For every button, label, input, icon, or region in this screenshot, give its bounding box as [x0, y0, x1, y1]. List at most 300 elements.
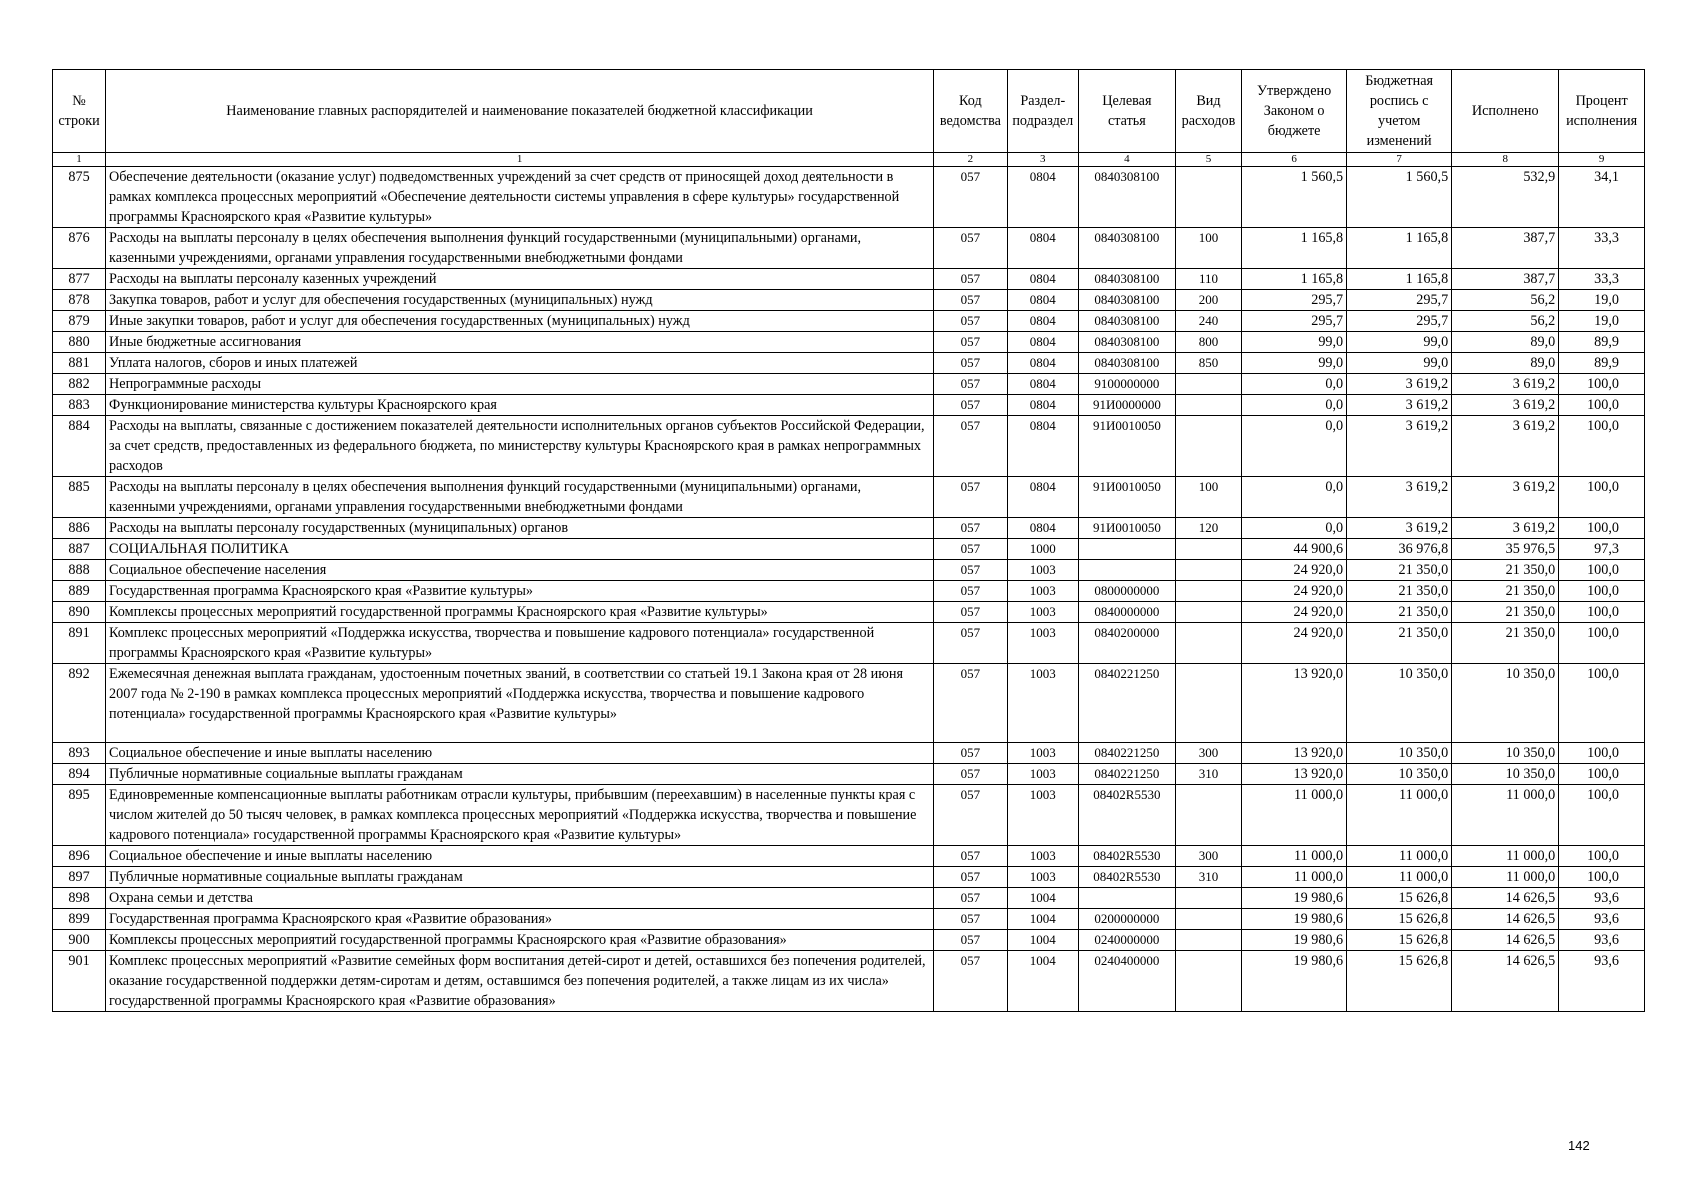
- section-cell: 1003: [1007, 867, 1078, 888]
- percent-cell: 89,9: [1559, 332, 1645, 353]
- approved-amount-cell: 0,0: [1242, 374, 1347, 395]
- section-cell: 0804: [1007, 311, 1078, 332]
- expense-type-cell: 300: [1175, 846, 1241, 867]
- indicator-name-cell: Публичные нормативные социальные выплаты гражданам: [106, 867, 934, 888]
- table-row: [53, 930, 1645, 951]
- row-number-cell: 877: [53, 269, 106, 290]
- approved-amount-cell: 295,7: [1242, 311, 1347, 332]
- schedule-amount-cell: 99,0: [1347, 332, 1452, 353]
- dept-code-cell: 057: [934, 951, 1007, 1012]
- row-number-cell: 875: [53, 167, 106, 228]
- executed-amount-cell: 14 626,5: [1452, 888, 1559, 909]
- indicator-name-cell: Комплекс процессных мероприятий «Развитие семейных форм воспитания детей-сирот и детей, оставшихся без попечения родителей, оказание государственной поддержки детям-сиротам и детям, оставшимся без попечения родителей, а также лицам из их числа» государственной программы Красноярского края «Развитие образования»: [106, 951, 934, 1012]
- section-cell: 0804: [1007, 290, 1078, 311]
- row-number-cell: 876: [53, 228, 106, 269]
- executed-amount-cell: 3 619,2: [1452, 518, 1559, 539]
- table-row: [53, 909, 1645, 930]
- approved-amount-cell: 24 920,0: [1242, 581, 1347, 602]
- table-row: [53, 228, 1645, 269]
- percent-cell: 100,0: [1559, 518, 1645, 539]
- dept-code-cell: 057: [934, 785, 1007, 846]
- indicator-name-cell: Иные закупки товаров, работ и услуг для обеспечения государственных (муниципальных) нужд: [106, 311, 934, 332]
- approved-amount-cell: 99,0: [1242, 353, 1347, 374]
- executed-amount-cell: 387,7: [1452, 228, 1559, 269]
- dept-code-cell: 057: [934, 477, 1007, 518]
- section-cell: 1004: [1007, 888, 1078, 909]
- section-cell: 0804: [1007, 353, 1078, 374]
- table-row: [53, 623, 1645, 664]
- approved-amount-cell: 13 920,0: [1242, 764, 1347, 785]
- approved-amount-cell: 0,0: [1242, 518, 1347, 539]
- target-article-cell: 91И0010050: [1078, 518, 1175, 539]
- row-number-cell: 890: [53, 602, 106, 623]
- schedule-amount-cell: 21 350,0: [1347, 602, 1452, 623]
- approved-amount-cell: 1 165,8: [1242, 269, 1347, 290]
- target-article-cell: 0840000000: [1078, 602, 1175, 623]
- percent-cell: 33,3: [1559, 228, 1645, 269]
- indicator-name-cell: Уплата налогов, сборов и иных платежей: [106, 353, 934, 374]
- header-dept-code: Код ведомства: [934, 70, 1007, 153]
- schedule-amount-cell: 21 350,0: [1347, 560, 1452, 581]
- table-row: [53, 560, 1645, 581]
- executed-amount-cell: 10 350,0: [1452, 764, 1559, 785]
- percent-cell: 100,0: [1559, 416, 1645, 477]
- section-cell: 1003: [1007, 602, 1078, 623]
- percent-cell: 19,0: [1559, 311, 1645, 332]
- column-number: 2: [934, 153, 1007, 167]
- dept-code-cell: 057: [934, 867, 1007, 888]
- row-number-cell: 893: [53, 743, 106, 764]
- expense-type-cell: [1175, 395, 1241, 416]
- target-article-cell: [1078, 888, 1175, 909]
- section-cell: 0804: [1007, 374, 1078, 395]
- expense-type-cell: [1175, 664, 1241, 743]
- dept-code-cell: 057: [934, 623, 1007, 664]
- executed-amount-cell: 56,2: [1452, 311, 1559, 332]
- dept-code-cell: 057: [934, 290, 1007, 311]
- column-number: 7: [1347, 153, 1452, 167]
- table-row: [53, 167, 1645, 228]
- column-number: 4: [1078, 153, 1175, 167]
- table-row: [53, 416, 1645, 477]
- percent-cell: 100,0: [1559, 477, 1645, 518]
- percent-cell: 100,0: [1559, 764, 1645, 785]
- target-article-cell: 0800000000: [1078, 581, 1175, 602]
- schedule-amount-cell: 99,0: [1347, 353, 1452, 374]
- expense-type-cell: 240: [1175, 311, 1241, 332]
- dept-code-cell: 057: [934, 602, 1007, 623]
- target-article-cell: 0200000000: [1078, 909, 1175, 930]
- executed-amount-cell: 89,0: [1452, 353, 1559, 374]
- approved-amount-cell: 13 920,0: [1242, 743, 1347, 764]
- expense-type-cell: [1175, 930, 1241, 951]
- section-cell: 0804: [1007, 228, 1078, 269]
- target-article-cell: 91И0010050: [1078, 477, 1175, 518]
- indicator-name-cell: Социальное обеспечение и иные выплаты населению: [106, 743, 934, 764]
- dept-code-cell: 057: [934, 416, 1007, 477]
- expense-type-cell: [1175, 416, 1241, 477]
- schedule-amount-cell: 11 000,0: [1347, 846, 1452, 867]
- percent-cell: 89,9: [1559, 353, 1645, 374]
- schedule-amount-cell: 3 619,2: [1347, 477, 1452, 518]
- schedule-amount-cell: 11 000,0: [1347, 785, 1452, 846]
- header-row: [53, 70, 1645, 153]
- section-cell: 1003: [1007, 664, 1078, 743]
- approved-amount-cell: 11 000,0: [1242, 785, 1347, 846]
- percent-cell: 93,6: [1559, 930, 1645, 951]
- indicator-name-cell: Социальное обеспечение населения: [106, 560, 934, 581]
- indicator-name-cell: Комплексы процессных мероприятий государственной программы Красноярского края «Развитие культуры»: [106, 602, 934, 623]
- indicator-name-cell: Государственная программа Красноярского края «Развитие культуры»: [106, 581, 934, 602]
- section-cell: 0804: [1007, 416, 1078, 477]
- header-expense-type: Вид расходов: [1175, 70, 1241, 153]
- approved-amount-cell: 99,0: [1242, 332, 1347, 353]
- expense-type-cell: [1175, 785, 1241, 846]
- expense-type-cell: [1175, 888, 1241, 909]
- indicator-name-cell: СОЦИАЛЬНАЯ ПОЛИТИКА: [106, 539, 934, 560]
- header-name: Наименование главных распорядителей и наименование показателей бюджетной классификации: [106, 70, 934, 153]
- indicator-name-cell: Публичные нормативные социальные выплаты гражданам: [106, 764, 934, 785]
- indicator-name-cell: Закупка товаров, работ и услуг для обеспечения государственных (муниципальных) нужд: [106, 290, 934, 311]
- approved-amount-cell: 11 000,0: [1242, 846, 1347, 867]
- dept-code-cell: 057: [934, 269, 1007, 290]
- row-number-cell: 891: [53, 623, 106, 664]
- indicator-name-cell: Ежемесячная денежная выплата гражданам, удостоенным почетных званий, в соответствии со статьей 19.1 Закона края от 28 июня 2007 года № 2-190 в рамках комплекса процессных мероприятий «Поддержка искусства, творчества и повышение кадрового потенциала» государственной программы Красноярского края «Развитие культуры»: [106, 664, 934, 743]
- header-percent: Процент исполнения: [1559, 70, 1645, 153]
- approved-amount-cell: 19 980,6: [1242, 951, 1347, 1012]
- target-article-cell: [1078, 539, 1175, 560]
- target-article-cell: 08402R5530: [1078, 785, 1175, 846]
- header-schedule: Бюджетная роспись с учетом изменений: [1347, 70, 1452, 153]
- column-number: 9: [1559, 153, 1645, 167]
- percent-cell: 100,0: [1559, 785, 1645, 846]
- table-body: [53, 167, 1645, 1012]
- row-number-cell: 878: [53, 290, 106, 311]
- schedule-amount-cell: 3 619,2: [1347, 518, 1452, 539]
- indicator-name-cell: Государственная программа Красноярского края «Развитие образования»: [106, 909, 934, 930]
- indicator-name-cell: Обеспечение деятельности (оказание услуг) подведомственных учреждений за счет средств от приносящей доход деятельности в рамках комплекса процессных мероприятий «Обеспечение деятельности системы управления в сфере культуры» государственной программы Красноярского края «Развитие культуры»: [106, 167, 934, 228]
- executed-amount-cell: 14 626,5: [1452, 909, 1559, 930]
- table-row: [53, 290, 1645, 311]
- header-section: Раздел-подраздел: [1007, 70, 1078, 153]
- dept-code-cell: 057: [934, 909, 1007, 930]
- table-row: [53, 846, 1645, 867]
- column-number: 1: [106, 153, 934, 167]
- indicator-name-cell: Расходы на выплаты персоналу казенных учреждений: [106, 269, 934, 290]
- section-cell: 1003: [1007, 581, 1078, 602]
- table-row: [53, 353, 1645, 374]
- row-number-cell: 880: [53, 332, 106, 353]
- table-row: [53, 477, 1645, 518]
- expense-type-cell: [1175, 560, 1241, 581]
- schedule-amount-cell: 1 560,5: [1347, 167, 1452, 228]
- section-cell: 0804: [1007, 167, 1078, 228]
- executed-amount-cell: 56,2: [1452, 290, 1559, 311]
- executed-amount-cell: 11 000,0: [1452, 846, 1559, 867]
- dept-code-cell: 057: [934, 353, 1007, 374]
- column-number: 8: [1452, 153, 1559, 167]
- expense-type-cell: 100: [1175, 477, 1241, 518]
- table-row: [53, 311, 1645, 332]
- section-cell: 1003: [1007, 785, 1078, 846]
- row-number-cell: 897: [53, 867, 106, 888]
- schedule-amount-cell: 3 619,2: [1347, 374, 1452, 395]
- column-number: 1: [53, 153, 106, 167]
- expense-type-cell: [1175, 539, 1241, 560]
- section-cell: 1004: [1007, 909, 1078, 930]
- target-article-cell: [1078, 560, 1175, 581]
- section-cell: 1000: [1007, 539, 1078, 560]
- target-article-cell: 0840221250: [1078, 764, 1175, 785]
- approved-amount-cell: 1 560,5: [1242, 167, 1347, 228]
- row-number-cell: 887: [53, 539, 106, 560]
- target-article-cell: 0840308100: [1078, 167, 1175, 228]
- section-cell: 0804: [1007, 518, 1078, 539]
- executed-amount-cell: 3 619,2: [1452, 374, 1559, 395]
- executed-amount-cell: 3 619,2: [1452, 395, 1559, 416]
- dept-code-cell: 057: [934, 228, 1007, 269]
- executed-amount-cell: 10 350,0: [1452, 664, 1559, 743]
- expense-type-cell: 100: [1175, 228, 1241, 269]
- dept-code-cell: 057: [934, 581, 1007, 602]
- target-article-cell: 0840308100: [1078, 228, 1175, 269]
- column-number: 6: [1242, 153, 1347, 167]
- row-number-cell: 885: [53, 477, 106, 518]
- table-row: [53, 602, 1645, 623]
- percent-cell: 97,3: [1559, 539, 1645, 560]
- executed-amount-cell: 11 000,0: [1452, 785, 1559, 846]
- column-number: 5: [1175, 153, 1241, 167]
- schedule-amount-cell: 3 619,2: [1347, 416, 1452, 477]
- row-number-cell: 901: [53, 951, 106, 1012]
- dept-code-cell: 057: [934, 539, 1007, 560]
- expense-type-cell: [1175, 602, 1241, 623]
- approved-amount-cell: 295,7: [1242, 290, 1347, 311]
- executed-amount-cell: 89,0: [1452, 332, 1559, 353]
- executed-amount-cell: 14 626,5: [1452, 951, 1559, 1012]
- row-number-cell: 884: [53, 416, 106, 477]
- budget-table: [52, 69, 1645, 1012]
- schedule-amount-cell: 10 350,0: [1347, 664, 1452, 743]
- executed-amount-cell: 14 626,5: [1452, 930, 1559, 951]
- dept-code-cell: 057: [934, 888, 1007, 909]
- column-number: 3: [1007, 153, 1078, 167]
- section-cell: 1004: [1007, 930, 1078, 951]
- dept-code-cell: 057: [934, 332, 1007, 353]
- table-row: [53, 888, 1645, 909]
- expense-type-cell: 300: [1175, 743, 1241, 764]
- percent-cell: 100,0: [1559, 395, 1645, 416]
- percent-cell: 100,0: [1559, 743, 1645, 764]
- row-number-cell: 894: [53, 764, 106, 785]
- row-number-cell: 879: [53, 311, 106, 332]
- section-cell: 0804: [1007, 477, 1078, 518]
- section-cell: 1003: [1007, 764, 1078, 785]
- schedule-amount-cell: 3 619,2: [1347, 395, 1452, 416]
- row-number-cell: 883: [53, 395, 106, 416]
- executed-amount-cell: 3 619,2: [1452, 416, 1559, 477]
- row-number-cell: 881: [53, 353, 106, 374]
- executed-amount-cell: 11 000,0: [1452, 867, 1559, 888]
- indicator-name-cell: Единовременные компенсационные выплаты работникам отрасли культуры, прибывшим (переехавшим) в населенные пункты края с числом жителей до 50 тысяч человек, в рамках комплекса процессных мероприятий «Поддержка искусства, творчества и повышение кадрового потенциала» государственной программы Красноярского края «Развитие культуры»: [106, 785, 934, 846]
- percent-cell: 93,6: [1559, 951, 1645, 1012]
- percent-cell: 100,0: [1559, 374, 1645, 395]
- schedule-amount-cell: 1 165,8: [1347, 269, 1452, 290]
- approved-amount-cell: 0,0: [1242, 477, 1347, 518]
- percent-cell: 93,6: [1559, 909, 1645, 930]
- target-article-cell: 0840221250: [1078, 743, 1175, 764]
- row-number-cell: 888: [53, 560, 106, 581]
- executed-amount-cell: 21 350,0: [1452, 623, 1559, 664]
- percent-cell: 100,0: [1559, 623, 1645, 664]
- dept-code-cell: 057: [934, 311, 1007, 332]
- header-row-number: № строки: [53, 70, 106, 153]
- executed-amount-cell: 21 350,0: [1452, 560, 1559, 581]
- indicator-name-cell: Комплекс процессных мероприятий «Поддержка искусства, творчества и повышение кадрового потенциала» государственной программы Красноярского края «Развитие культуры»: [106, 623, 934, 664]
- percent-cell: 100,0: [1559, 867, 1645, 888]
- approved-amount-cell: 1 165,8: [1242, 228, 1347, 269]
- section-cell: 1003: [1007, 743, 1078, 764]
- percent-cell: 33,3: [1559, 269, 1645, 290]
- indicator-name-cell: Расходы на выплаты персоналу в целях обеспечения выполнения функций государственными (муниципальными) органами, казенными учреждениями, органами управления государственными внебюджетными фондами: [106, 228, 934, 269]
- target-article-cell: 0840221250: [1078, 664, 1175, 743]
- indicator-name-cell: Иные бюджетные ассигнования: [106, 332, 934, 353]
- expense-type-cell: [1175, 951, 1241, 1012]
- column-number-row: [53, 153, 1645, 167]
- schedule-amount-cell: 15 626,8: [1347, 951, 1452, 1012]
- target-article-cell: 0240400000: [1078, 951, 1175, 1012]
- section-cell: 0804: [1007, 269, 1078, 290]
- indicator-name-cell: Охрана семьи и детства: [106, 888, 934, 909]
- percent-cell: 34,1: [1559, 167, 1645, 228]
- row-number-cell: 896: [53, 846, 106, 867]
- target-article-cell: 0840308100: [1078, 353, 1175, 374]
- schedule-amount-cell: 36 976,8: [1347, 539, 1452, 560]
- target-article-cell: 0840200000: [1078, 623, 1175, 664]
- target-article-cell: 0840308100: [1078, 332, 1175, 353]
- executed-amount-cell: 21 350,0: [1452, 581, 1559, 602]
- approved-amount-cell: 0,0: [1242, 395, 1347, 416]
- expense-type-cell: [1175, 374, 1241, 395]
- percent-cell: 93,6: [1559, 888, 1645, 909]
- page-number: 142: [1568, 1138, 1590, 1153]
- header-executed: Исполнено: [1452, 70, 1559, 153]
- executed-amount-cell: 21 350,0: [1452, 602, 1559, 623]
- expense-type-cell: 110: [1175, 269, 1241, 290]
- schedule-amount-cell: 21 350,0: [1347, 581, 1452, 602]
- target-article-cell: 0240000000: [1078, 930, 1175, 951]
- percent-cell: 100,0: [1559, 581, 1645, 602]
- section-cell: 1003: [1007, 623, 1078, 664]
- section-cell: 0804: [1007, 395, 1078, 416]
- approved-amount-cell: 24 920,0: [1242, 623, 1347, 664]
- row-number-cell: 882: [53, 374, 106, 395]
- executed-amount-cell: 532,9: [1452, 167, 1559, 228]
- dept-code-cell: 057: [934, 764, 1007, 785]
- executed-amount-cell: 3 619,2: [1452, 477, 1559, 518]
- schedule-amount-cell: 15 626,8: [1347, 909, 1452, 930]
- expense-type-cell: [1175, 167, 1241, 228]
- expense-type-cell: [1175, 581, 1241, 602]
- percent-cell: 100,0: [1559, 664, 1645, 743]
- indicator-name-cell: Непрограммные расходы: [106, 374, 934, 395]
- dept-code-cell: 057: [934, 743, 1007, 764]
- dept-code-cell: 057: [934, 664, 1007, 743]
- expense-type-cell: [1175, 909, 1241, 930]
- table-row: [53, 951, 1645, 1012]
- row-number-cell: 899: [53, 909, 106, 930]
- table-row: [53, 332, 1645, 353]
- expense-type-cell: 800: [1175, 332, 1241, 353]
- approved-amount-cell: 24 920,0: [1242, 602, 1347, 623]
- target-article-cell: 08402R5530: [1078, 867, 1175, 888]
- table-row: [53, 764, 1645, 785]
- target-article-cell: 0840308100: [1078, 311, 1175, 332]
- expense-type-cell: [1175, 623, 1241, 664]
- table-row: [53, 743, 1645, 764]
- dept-code-cell: 057: [934, 518, 1007, 539]
- table-row: [53, 374, 1645, 395]
- target-article-cell: 91И0000000: [1078, 395, 1175, 416]
- approved-amount-cell: 19 980,6: [1242, 888, 1347, 909]
- indicator-name-cell: Социальное обеспечение и иные выплаты населению: [106, 846, 934, 867]
- row-number-cell: 900: [53, 930, 106, 951]
- schedule-amount-cell: 10 350,0: [1347, 764, 1452, 785]
- section-cell: 1003: [1007, 846, 1078, 867]
- approved-amount-cell: 19 980,6: [1242, 909, 1347, 930]
- executed-amount-cell: 387,7: [1452, 269, 1559, 290]
- table-row: [53, 539, 1645, 560]
- dept-code-cell: 057: [934, 930, 1007, 951]
- table-row: [53, 269, 1645, 290]
- indicator-name-cell: Расходы на выплаты персоналу в целях обеспечения выполнения функций государственными (муниципальными) органами, казенными учреждениями, органами управления государственными внебюджетными фондами: [106, 477, 934, 518]
- target-article-cell: 91И0010050: [1078, 416, 1175, 477]
- approved-amount-cell: 13 920,0: [1242, 664, 1347, 743]
- target-article-cell: 08402R5530: [1078, 846, 1175, 867]
- dept-code-cell: 057: [934, 167, 1007, 228]
- row-number-cell: 892: [53, 664, 106, 743]
- dept-code-cell: 057: [934, 374, 1007, 395]
- row-number-cell: 898: [53, 888, 106, 909]
- expense-type-cell: 120: [1175, 518, 1241, 539]
- executed-amount-cell: 35 976,5: [1452, 539, 1559, 560]
- row-number-cell: 886: [53, 518, 106, 539]
- expense-type-cell: 310: [1175, 764, 1241, 785]
- table-row: [53, 518, 1645, 539]
- header-approved: Утверждено Законом о бюджете: [1242, 70, 1347, 153]
- expense-type-cell: 200: [1175, 290, 1241, 311]
- indicator-name-cell: Комплексы процессных мероприятий государственной программы Красноярского края «Развитие образования»: [106, 930, 934, 951]
- percent-cell: 19,0: [1559, 290, 1645, 311]
- schedule-amount-cell: 15 626,8: [1347, 930, 1452, 951]
- approved-amount-cell: 24 920,0: [1242, 560, 1347, 581]
- executed-amount-cell: 10 350,0: [1452, 743, 1559, 764]
- table-row: [53, 581, 1645, 602]
- target-article-cell: 9100000000: [1078, 374, 1175, 395]
- percent-cell: 100,0: [1559, 602, 1645, 623]
- table-row: [53, 395, 1645, 416]
- dept-code-cell: 057: [934, 395, 1007, 416]
- schedule-amount-cell: 295,7: [1347, 311, 1452, 332]
- row-number-cell: 889: [53, 581, 106, 602]
- approved-amount-cell: 11 000,0: [1242, 867, 1347, 888]
- section-cell: 0804: [1007, 332, 1078, 353]
- percent-cell: 100,0: [1559, 560, 1645, 581]
- dept-code-cell: 057: [934, 560, 1007, 581]
- header-target: Целевая статья: [1078, 70, 1175, 153]
- section-cell: 1004: [1007, 951, 1078, 1012]
- percent-cell: 100,0: [1559, 846, 1645, 867]
